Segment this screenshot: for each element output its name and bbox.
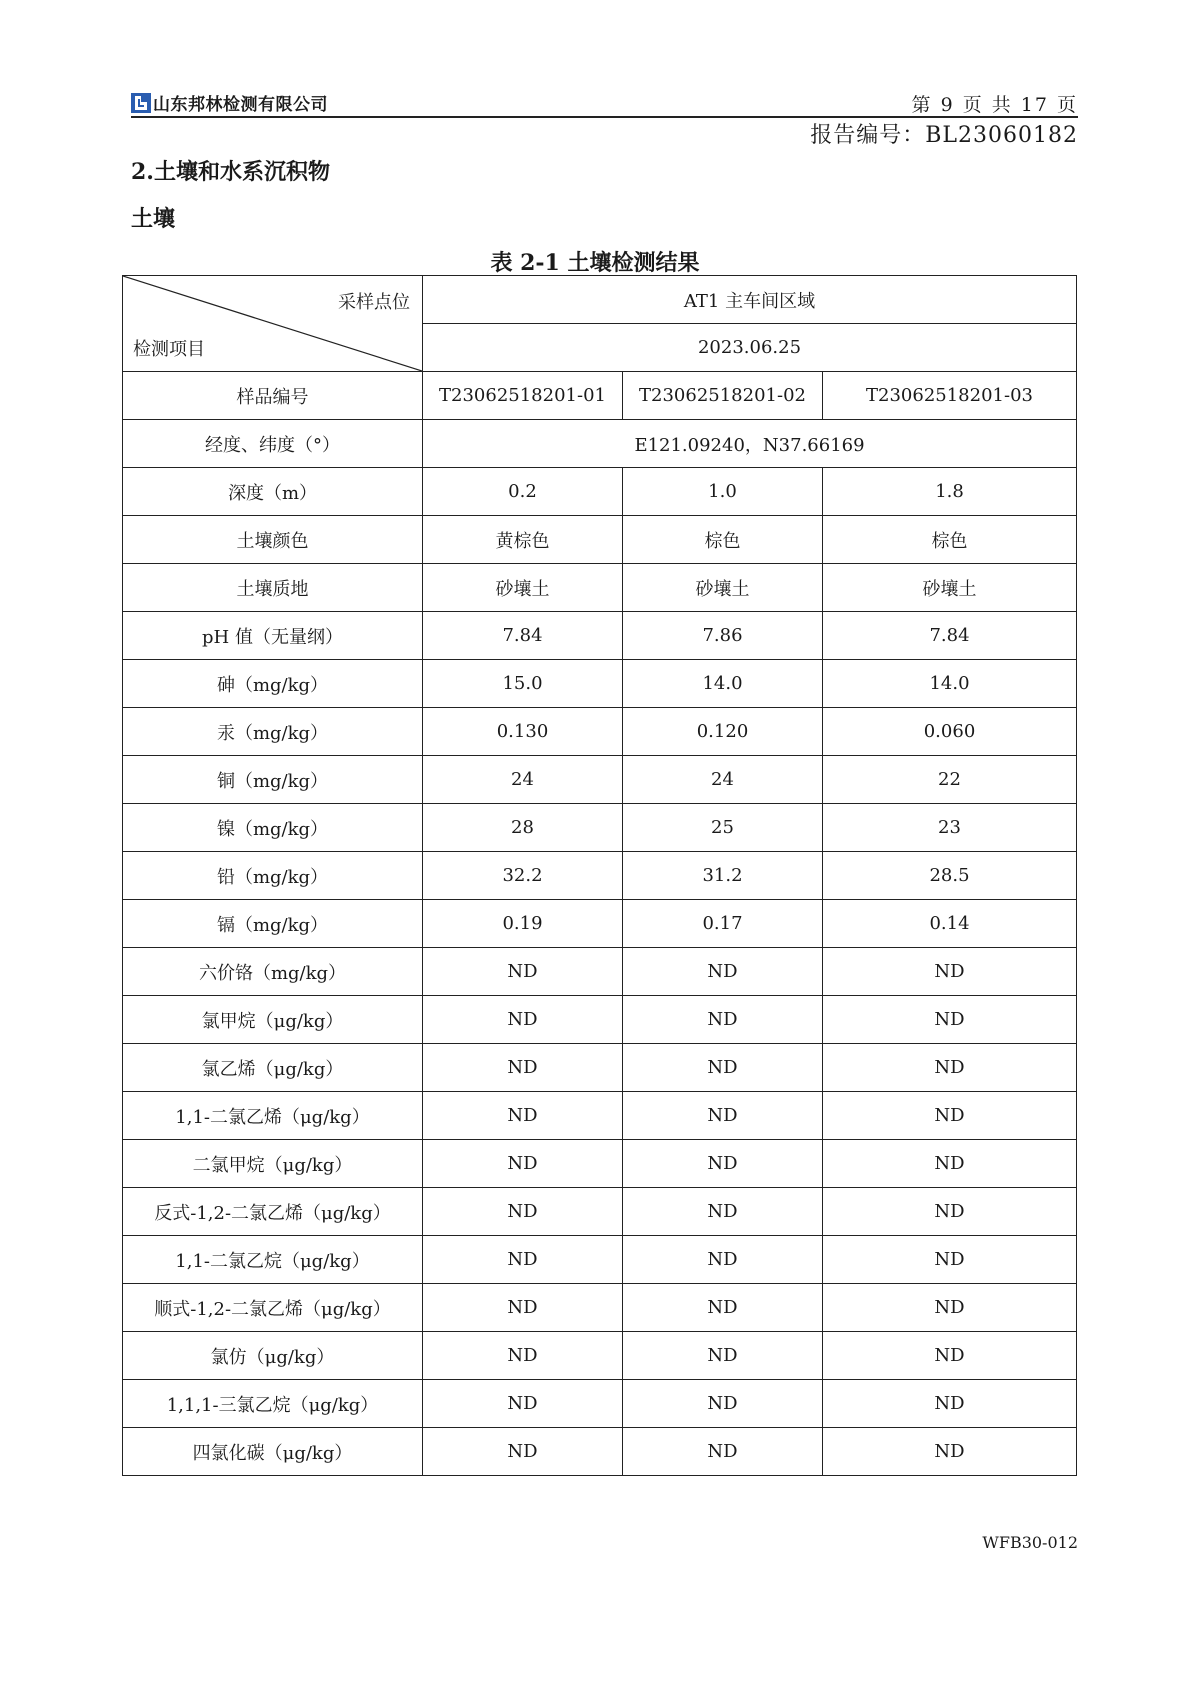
value-cell: ND [823,1188,1077,1236]
value-cell: 24 [423,756,623,804]
sub-title: 土壤 [131,206,176,232]
item-name-cell: 四氯化碳（μg/kg） [123,1428,423,1476]
item-name-cell: 土壤颜色 [123,516,423,564]
value-cell: 0.17 [623,900,823,948]
value-cell: 24 [623,756,823,804]
table-row [123,900,1077,948]
value-cell: 棕色 [823,516,1077,564]
value-cell: ND [823,948,1077,996]
item-name-cell: 镍（mg/kg） [123,804,423,852]
table-row [123,468,1077,516]
value-cell: ND [823,1380,1077,1428]
soil-results-table [122,275,1077,1476]
value-cell: ND [423,1140,623,1188]
value-cell: ND [423,1284,623,1332]
value-cell: ND [823,1236,1077,1284]
item-name-cell: 二氯甲烷（μg/kg） [123,1140,423,1188]
value-cell: ND [823,1092,1077,1140]
item-name-cell: 汞（mg/kg） [123,708,423,756]
site-cell: AT1 主车间区域 [423,276,1077,324]
value-cell: ND [623,996,823,1044]
table-row [123,1236,1077,1284]
table-row [123,708,1077,756]
value-cell: 14.0 [623,660,823,708]
value-cell: 7.84 [423,612,623,660]
item-name-cell: 六价铬（mg/kg） [123,948,423,996]
sample-id-cell: T23062518201-01 [423,372,623,420]
report-number: 报告编号：BL23060182 [810,123,1078,148]
value-cell: 1.0 [623,468,823,516]
page-number: 第 9 页 共 17 页 [911,94,1078,116]
value-cell: 32.2 [423,852,623,900]
page-header [131,88,1078,118]
table-row [123,1092,1077,1140]
value-cell: ND [623,948,823,996]
value-cell: ND [823,1428,1077,1476]
item-name-cell: 氯甲烷（μg/kg） [123,996,423,1044]
item-name-cell: 顺式-1,2-二氯乙烯（μg/kg） [123,1284,423,1332]
value-cell: ND [423,1092,623,1140]
table-row [123,612,1077,660]
value-cell: 7.86 [623,612,823,660]
table-row [123,804,1077,852]
value-cell: 28 [423,804,623,852]
value-cell: ND [423,996,623,1044]
item-name-cell: 1,1-二氯乙烷（μg/kg） [123,1236,423,1284]
value-cell: ND [423,1332,623,1380]
value-cell: 23 [823,804,1077,852]
section-title: 2.土壤和水系沉积物 [131,159,330,185]
company-name: 山东邦林检测有限公司 [153,95,328,115]
table-row [123,756,1077,804]
value-cell: 0.060 [823,708,1077,756]
value-cell: 14.0 [823,660,1077,708]
value-cell: ND [823,1284,1077,1332]
table-row [123,1332,1077,1380]
table-row [123,1428,1077,1476]
table-corner-cell [123,276,423,372]
value-cell: 0.120 [623,708,823,756]
item-name-cell: pH 值（无量纲） [123,612,423,660]
table-row [123,1284,1077,1332]
form-code: WFB30-012 [982,1533,1078,1552]
value-cell: 0.14 [823,900,1077,948]
item-name-cell: 氯仿（μg/kg） [123,1332,423,1380]
value-cell: ND [623,1380,823,1428]
value-cell: 7.84 [823,612,1077,660]
table-row [123,948,1077,996]
value-cell: ND [623,1188,823,1236]
value-cell: ND [623,1236,823,1284]
value-cell: ND [423,948,623,996]
value-cell: ND [823,1044,1077,1092]
value-cell: ND [823,1140,1077,1188]
table-row [123,1188,1077,1236]
item-name-cell: 砷（mg/kg） [123,660,423,708]
item-name-cell: 铅（mg/kg） [123,852,423,900]
value-cell: 棕色 [623,516,823,564]
value-cell: 28.5 [823,852,1077,900]
table-row [123,1140,1077,1188]
value-cell: 砂壤土 [623,564,823,612]
date-cell: 2023.06.25 [423,324,1077,372]
table-row [123,564,1077,612]
value-cell: ND [623,1044,823,1092]
value-cell: ND [423,1044,623,1092]
sample-id-cell: T23062518201-03 [823,372,1077,420]
table-caption: 表 2-1 土壤检测结果 [490,250,700,276]
value-cell: 黄棕色 [423,516,623,564]
corner-label-site: 采样点位 [338,292,410,313]
coord-value-cell: E121.09240，N37.66169 [423,420,1077,468]
table-row [123,996,1077,1044]
value-cell: 砂壤土 [423,564,623,612]
value-cell: 0.19 [423,900,623,948]
value-cell: ND [423,1236,623,1284]
value-cell: 1.8 [823,468,1077,516]
company-logo-icon [131,93,151,113]
table-row [123,1044,1077,1092]
company-branding [131,90,328,115]
table-row [123,1380,1077,1428]
coord-label-cell: 经度、纬度（°） [123,420,423,468]
value-cell: 15.0 [423,660,623,708]
value-cell: ND [823,996,1077,1044]
sample-label-cell: 样品编号 [123,372,423,420]
value-cell: 31.2 [623,852,823,900]
item-name-cell: 氯乙烯（μg/kg） [123,1044,423,1092]
value-cell: ND [623,1092,823,1140]
item-name-cell: 1,1-二氯乙烯（μg/kg） [123,1092,423,1140]
value-cell: ND [623,1284,823,1332]
value-cell: 砂壤土 [823,564,1077,612]
value-cell: 25 [623,804,823,852]
item-name-cell: 镉（mg/kg） [123,900,423,948]
value-cell: 22 [823,756,1077,804]
table-row [123,852,1077,900]
value-cell: ND [623,1428,823,1476]
sample-id-cell: T23062518201-02 [623,372,823,420]
value-cell: ND [623,1332,823,1380]
item-name-cell: 深度（m） [123,468,423,516]
value-cell: 0.130 [423,708,623,756]
value-cell: ND [623,1140,823,1188]
value-cell: ND [423,1428,623,1476]
value-cell: ND [423,1188,623,1236]
value-cell: ND [423,1380,623,1428]
table-row [123,660,1077,708]
item-name-cell: 反式-1,2-二氯乙烯（μg/kg） [123,1188,423,1236]
value-cell: 0.2 [423,468,623,516]
item-name-cell: 铜（mg/kg） [123,756,423,804]
item-name-cell: 1,1,1-三氯乙烷（μg/kg） [123,1380,423,1428]
table-row [123,516,1077,564]
corner-label-item: 检测项目 [133,339,205,360]
value-cell: ND [823,1332,1077,1380]
item-name-cell: 土壤质地 [123,564,423,612]
